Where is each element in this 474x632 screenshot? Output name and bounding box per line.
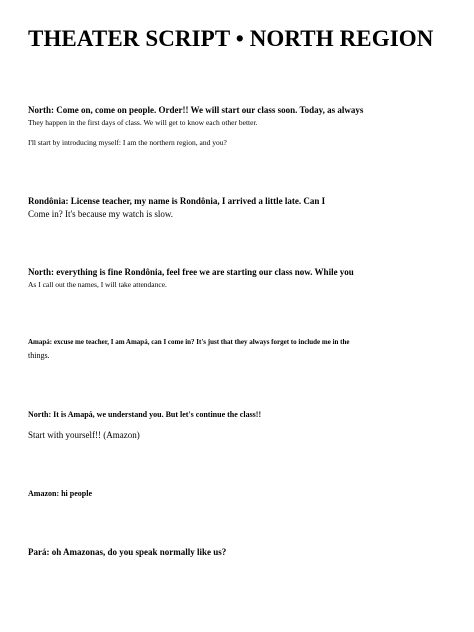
dialogue-line-amapa: Amapá: excuse me teacher, I am Amapá, can I come in? It's just that they always forget to include me in the	[28, 338, 350, 346]
dialogue-line-amazon: Amazon: hi people	[28, 489, 92, 498]
dialogue-line-north: North: everything is fine Rondônia, feel free we are starting our class now. While you	[28, 267, 354, 277]
dialogue-line: things.	[28, 351, 50, 360]
dialogue-line: I'll start by introducing myself: I am the northern region, and you?	[28, 138, 227, 147]
dialogue-line-para: Pará: oh Amazonas, do you speak normally like us?	[28, 547, 227, 557]
dialogue-line: As I call out the names, I will take attendance.	[28, 280, 167, 289]
dialogue-line-rondonia: Rondônia: License teacher, my name is Rondônia, I arrived a little late. Can I	[28, 196, 326, 206]
dialogue-line-north: North: Come on, come on people. Order!! We will start our class soon. Today, as always	[28, 105, 364, 115]
dialogue-line: Come in? It's because my watch is slow.	[28, 209, 174, 219]
page-title: THEATER SCRIPT • NORTH REGION	[28, 26, 434, 51]
dialogue-line: They happen in the first days of class. We will get to know each other better.	[28, 118, 258, 127]
dialogue-line: Start with yourself!! (Amazon)	[28, 430, 140, 440]
dialogue-line-north: North: It is Amapá, we understand you. But let's continue the class!!	[28, 410, 262, 419]
